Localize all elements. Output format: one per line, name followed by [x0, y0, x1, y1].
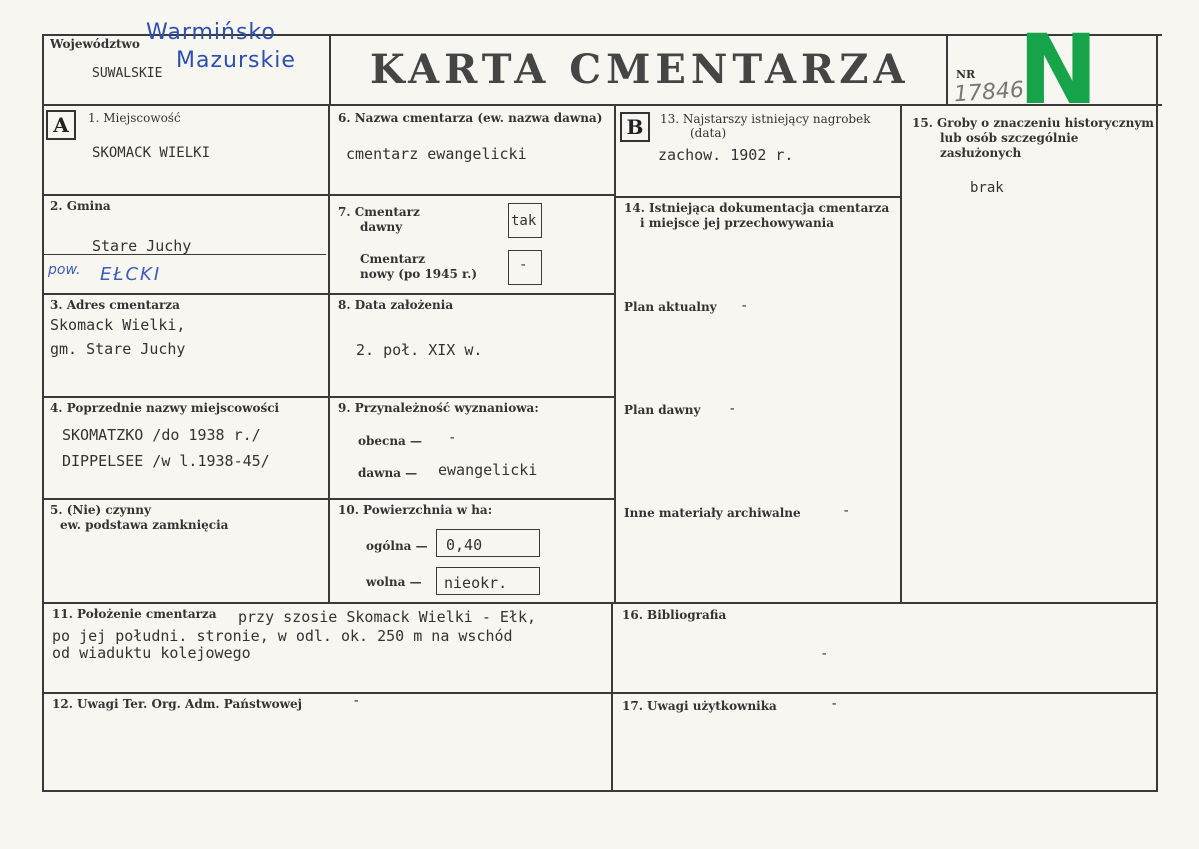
frame-left — [42, 34, 44, 792]
field-5-label-2: ew. podstawa zamknięcia — [60, 518, 229, 532]
field-10-ogolna-value: 0,40 — [446, 536, 483, 554]
field-11-value-3: od wiaduktu kolejowego — [52, 644, 251, 662]
field-16-label: 16. Bibliografia — [622, 608, 727, 622]
field-15-label-1: 15. Groby o znaczeniu historycznym — [912, 116, 1155, 130]
field-9-label: 9. Przynależność wyznaniowa: — [338, 401, 539, 415]
row-div-1 — [42, 194, 616, 196]
field-7-dawny-label-2: dawny — [360, 220, 403, 234]
region-stamp-line1: Warmińsko — [146, 20, 276, 45]
field-11-label: 11. Położenie cmentarza — [52, 607, 217, 621]
field-2-pow-label: pow. — [48, 262, 81, 278]
field-7-nowy-value: - — [519, 257, 528, 273]
field-8-label: 8. Data założenia — [338, 298, 454, 312]
field-11-value-1: przy szosie Skomack Wielki - Ełk, — [238, 608, 537, 626]
field-8-value: 2. poł. XIX w. — [356, 341, 483, 359]
field-1-value: SKOMACK WIELKI — [92, 145, 211, 161]
nr-label: NR — [956, 68, 976, 81]
field-12-label: 12. Uwagi Ter. Org. Adm. Państwowej — [52, 697, 302, 711]
field-4-value-2: DIPPELSEE /w l.1938-45/ — [62, 452, 270, 470]
field-9-obecna-label: obecna — — [358, 434, 423, 448]
field-9-dawna-label: dawna — — [358, 466, 418, 480]
field-6-value: cmentarz ewangelicki — [346, 145, 527, 163]
field-10-ogolna-label: ogólna — — [366, 539, 428, 553]
col-div-bottom — [611, 602, 613, 792]
field-14-plan-dawny-label: Plan dawny — [624, 403, 701, 417]
card-title: KARTA CMENTARZA — [370, 46, 910, 93]
field-14-inne-label: Inne materiały archiwalne — [624, 506, 801, 520]
row-div-5 — [42, 602, 1158, 604]
field-7-nowy-label-1: Cmentarz — [360, 252, 426, 266]
section-a-marker: A — [46, 110, 76, 140]
col-div-a — [328, 104, 330, 602]
wojewodztwo-typed: SUWALSKIE — [92, 66, 163, 81]
field-15-label-3: zasłużonych — [940, 146, 1022, 160]
field-14-label-1: 14. Istniejąca dokumentacja cmentarza — [624, 201, 890, 215]
header-div-1 — [329, 34, 331, 106]
field-7-dawny-label-1: 7. Cmentarz — [338, 205, 420, 219]
field-7-dawny-value: tak — [511, 213, 537, 229]
field-7-nowy-label-2: nowy (po 1945 r.) — [360, 267, 478, 281]
row-div-6 — [42, 692, 1158, 694]
col-div-b — [614, 104, 616, 602]
field-14-plan-aktualny-label: Plan aktualny — [624, 300, 717, 314]
field-2-label: 2. Gmina — [50, 199, 111, 213]
field-10-label: 10. Powierzchnia w ha: — [338, 503, 493, 517]
category-letter: N — [1018, 14, 1099, 126]
section-b-marker: B — [620, 112, 650, 142]
field-4-value-1: SKOMATZKO /do 1938 r./ — [62, 426, 261, 444]
field-5-label-1: 5. (Nie) czynny — [50, 503, 151, 517]
field-3-label: 3. Adres cmentarza — [50, 298, 180, 312]
field-14-label-2: i miejsce jej przechowywania — [640, 216, 835, 230]
field-17-label: 17. Uwagi użytkownika — [622, 699, 777, 713]
field-14-inne-value: - — [842, 503, 851, 519]
header-div-2 — [946, 34, 948, 106]
field-4-label: 4. Poprzednie nazwy miejscowości — [50, 401, 280, 415]
field-3-value-1: Skomack Wielki, — [50, 316, 186, 334]
frame-right — [1156, 34, 1158, 792]
nr-handwritten: 17846 — [953, 77, 1025, 108]
frame-bottom — [42, 790, 1156, 792]
row-div-c1 — [616, 196, 902, 198]
field-1-label: 1. Miejscowość — [88, 111, 181, 125]
field-9-dawna-value: ewangelicki — [438, 461, 538, 479]
field-3-value-2: gm. Stare Juchy — [50, 340, 186, 358]
field-17-value: - — [830, 696, 839, 712]
field-13-value: zachow. 1902 r. — [658, 146, 794, 164]
region-stamp-line2: Mazurskie — [176, 48, 296, 73]
wojewodztwo-label: Województwo — [50, 37, 140, 51]
row-div-2 — [42, 293, 616, 295]
field-2-value: Stare Juchy — [92, 237, 192, 255]
field-10-wolna-label: wolna — — [366, 575, 422, 589]
field-11-value-2: po jej południ. stronie, w odl. ok. 250 m na wschód — [52, 627, 513, 645]
field-2-pow-value: EŁCKI — [100, 264, 162, 285]
field-16-value: - — [820, 646, 829, 662]
field-6-label: 6. Nazwa cmentarza (ew. nazwa dawna) — [338, 111, 603, 125]
field-9-obecna-value: - — [448, 430, 457, 446]
row-div-3 — [42, 396, 616, 398]
row-div-4 — [42, 498, 616, 500]
field-13-label-2: (data) — [690, 126, 727, 140]
field-13-label-1: 13. Najstarszy istniejący nagrobek — [660, 112, 871, 126]
field-15-value: brak — [970, 180, 1004, 196]
field-12-value: - — [352, 693, 361, 709]
field-14-plan-dawny-value: - — [728, 401, 737, 417]
field-10-wolna-value: nieokr. — [444, 574, 508, 592]
col-div-c — [900, 104, 902, 604]
field-15-label-2: lub osób szczególnie — [940, 131, 1079, 145]
field-14-plan-aktualny-value: - — [740, 298, 749, 314]
